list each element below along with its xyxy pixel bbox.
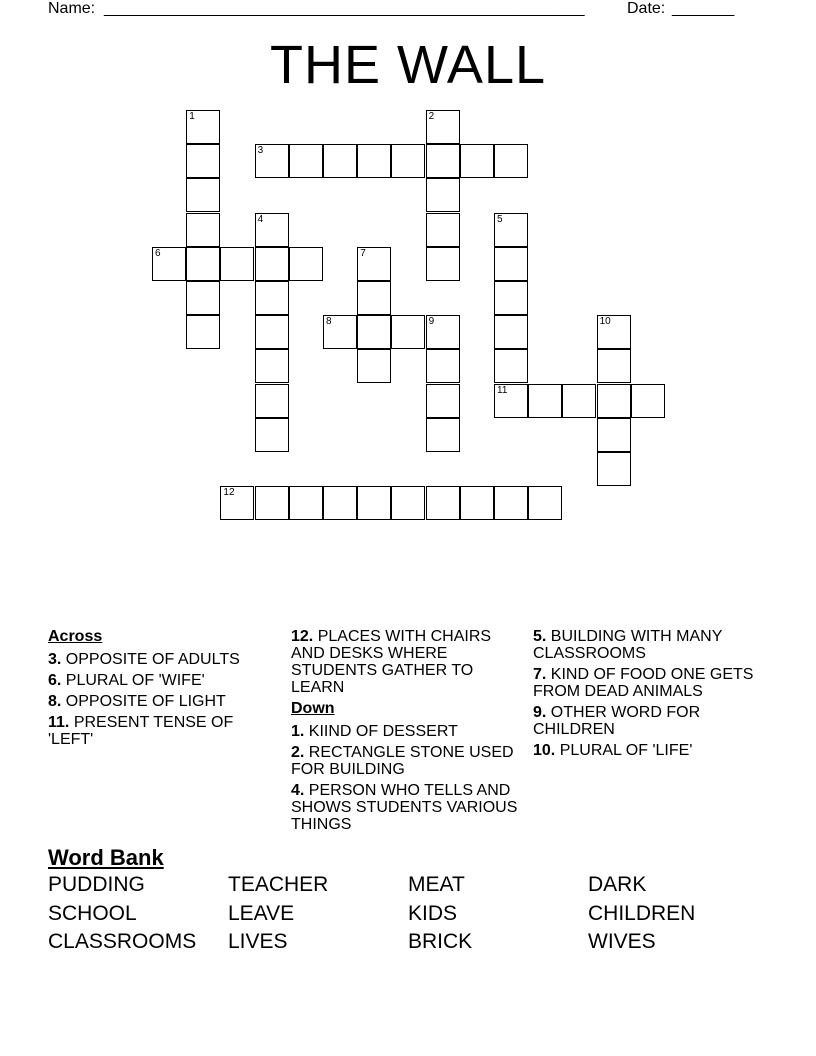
cell-number: 3 bbox=[257, 145, 264, 157]
word-bank-word: WIVES bbox=[588, 930, 656, 953]
cell-number: 8 bbox=[326, 316, 332, 328]
crossword-cell[interactable] bbox=[289, 144, 323, 178]
crossword-cell[interactable] bbox=[186, 110, 220, 144]
cell-number: 4 bbox=[257, 213, 264, 225]
cell-number: 10 bbox=[599, 316, 611, 328]
clue-down-9: 9. OTHER WORD FOR CHILDREN bbox=[533, 704, 701, 738]
crossword-cell[interactable] bbox=[631, 384, 665, 418]
crossword-cell[interactable] bbox=[426, 315, 460, 349]
word-bank-title: Word Bank bbox=[48, 845, 164, 870]
name-label: Name: bbox=[48, 0, 96, 17]
clue-down-1: 1. KIIND OF DESSERT bbox=[291, 723, 458, 740]
crossword-cell[interactable] bbox=[152, 247, 186, 281]
clue-across-3: 3. OPPOSITE OF ADULTS bbox=[48, 651, 240, 668]
crossword-cell[interactable] bbox=[562, 384, 596, 418]
crossword-cell[interactable] bbox=[289, 486, 323, 520]
word-bank-word: PUDDING bbox=[48, 873, 145, 896]
crossword-cell[interactable] bbox=[186, 247, 220, 281]
crossword-cell[interactable] bbox=[391, 315, 425, 349]
crossword-cell[interactable] bbox=[255, 418, 289, 452]
crossword-cell[interactable] bbox=[255, 247, 289, 281]
crossword-cell[interactable] bbox=[597, 452, 631, 486]
crossword-cell[interactable] bbox=[597, 384, 631, 418]
cell-number: 11 bbox=[497, 384, 508, 396]
crossword-cell[interactable] bbox=[289, 247, 323, 281]
crossword-cell[interactable] bbox=[186, 178, 220, 212]
crossword-cell[interactable] bbox=[357, 486, 391, 520]
clue-down-2: 2. RECTANGLE STONE USED FOR BUILDING bbox=[291, 744, 514, 778]
word-bank-word: CLASSROOMS bbox=[48, 930, 197, 953]
clue-down-10: 10. PLURAL OF 'LIFE' bbox=[533, 742, 693, 759]
crossword-cell[interactable] bbox=[323, 486, 357, 520]
crossword-cell[interactable] bbox=[426, 486, 460, 520]
crossword-cell[interactable] bbox=[186, 144, 220, 178]
crossword-cell[interactable] bbox=[426, 144, 460, 178]
crossword-cell[interactable] bbox=[220, 247, 254, 281]
word-bank-word: CHILDREN bbox=[588, 901, 696, 925]
word-bank-word: LIVES bbox=[228, 930, 288, 953]
crossword-cell[interactable] bbox=[426, 349, 460, 383]
crossword-cell[interactable] bbox=[255, 281, 289, 315]
word-bank-word: TEACHER bbox=[228, 873, 329, 896]
name-field[interactable]: ______________________________________________________ bbox=[104, 0, 585, 17]
cell-number: 5 bbox=[497, 213, 503, 225]
crossword-cell[interactable] bbox=[323, 315, 357, 349]
crossword-cell[interactable] bbox=[220, 486, 254, 520]
cell-number: 7 bbox=[360, 247, 366, 259]
crossword-cell[interactable] bbox=[597, 315, 631, 349]
crossword-cell[interactable] bbox=[426, 213, 460, 247]
clue-across-6: 6. PLURAL OF 'WIFE' bbox=[48, 672, 205, 689]
crossword-cell[interactable] bbox=[494, 315, 528, 349]
word-bank-word: BRICK bbox=[408, 930, 473, 953]
crossword-cell[interactable] bbox=[494, 247, 528, 281]
crossword-cell[interactable] bbox=[494, 384, 528, 418]
word-bank-word: KIDS bbox=[408, 901, 458, 925]
crossword-cell[interactable] bbox=[357, 247, 391, 281]
clues-column-1 bbox=[48, 628, 280, 752]
crossword-cell[interactable] bbox=[255, 144, 289, 178]
crossword-cell[interactable] bbox=[391, 486, 425, 520]
crossword-cell[interactable] bbox=[357, 281, 391, 315]
word-bank-word: LEAVE bbox=[228, 901, 295, 925]
crossword-cell[interactable] bbox=[186, 213, 220, 247]
clue-across-8: 8. OPPOSITE OF LIGHT bbox=[48, 693, 226, 710]
clue-down-5: 5. BUILDING WITH MANY CLASSROOMS bbox=[533, 628, 723, 662]
crossword-cell[interactable] bbox=[426, 418, 460, 452]
down-heading: Down bbox=[291, 700, 335, 717]
cell-number: 6 bbox=[155, 247, 161, 259]
crossword-cell[interactable] bbox=[494, 213, 528, 247]
word-bank bbox=[48, 845, 768, 953]
crossword-cell[interactable] bbox=[391, 144, 425, 178]
crossword-cell[interactable] bbox=[494, 349, 528, 383]
clue-down-4: 4. PERSON WHO TELLS AND SHOWS STUDENTS VARIOUS THINGS bbox=[291, 782, 518, 833]
cell-number: 2 bbox=[428, 111, 435, 122]
clues-column-2 bbox=[291, 628, 526, 837]
crossword-cell[interactable] bbox=[460, 486, 494, 520]
crossword-cell[interactable] bbox=[494, 144, 528, 178]
date-label: Date: bbox=[627, 0, 666, 17]
page-title: THE WALL bbox=[269, 35, 547, 95]
crossword-cell[interactable] bbox=[255, 213, 289, 247]
cell-number: 9 bbox=[428, 316, 435, 328]
word-bank-word: MEAT bbox=[408, 873, 465, 896]
crossword-cell[interactable] bbox=[323, 144, 357, 178]
crossword-cell[interactable] bbox=[528, 384, 562, 418]
clue-down-7: 7. KIND OF FOOD ONE GETS FROM DEAD ANIMALS bbox=[533, 666, 754, 700]
crossword-cell[interactable] bbox=[494, 281, 528, 315]
crossword-cell[interactable] bbox=[597, 418, 631, 452]
crossword-cell[interactable] bbox=[186, 315, 220, 349]
crossword-cell[interactable] bbox=[357, 349, 391, 383]
across-heading: Across bbox=[48, 628, 103, 645]
cell-number: 1 bbox=[189, 111, 195, 122]
crossword-cell[interactable] bbox=[426, 178, 460, 212]
crossword-cell[interactable] bbox=[597, 349, 631, 383]
cell-number: 12 bbox=[223, 487, 235, 499]
crossword-cell[interactable] bbox=[426, 384, 460, 418]
crossword-cell[interactable] bbox=[460, 144, 494, 178]
date-field[interactable]: _______ bbox=[672, 0, 735, 17]
word-bank-word: SCHOOL bbox=[48, 901, 137, 925]
crossword-cell[interactable] bbox=[186, 281, 220, 315]
word-bank-word: DARK bbox=[588, 873, 647, 896]
clues-column-3 bbox=[533, 628, 768, 763]
crossword-cell[interactable] bbox=[426, 247, 460, 281]
crossword-cell[interactable] bbox=[255, 486, 289, 520]
crossword-cell[interactable] bbox=[255, 349, 289, 383]
crossword-cell[interactable] bbox=[426, 110, 460, 144]
crossword-cell[interactable] bbox=[494, 486, 528, 520]
crossword-cell[interactable] bbox=[357, 144, 391, 178]
clue-across-11: 11. PRESENT TENSE OF 'LEFT' bbox=[48, 714, 234, 748]
crossword-cell[interactable] bbox=[357, 315, 391, 349]
crossword-cell[interactable] bbox=[255, 315, 289, 349]
crossword-cell[interactable] bbox=[528, 486, 562, 520]
clue-across-12: 12. PLACES WITH CHAIRS AND DESKS WHERE STUDENTS GATHER TO LEARN bbox=[291, 628, 492, 696]
crossword-cell[interactable] bbox=[255, 384, 289, 418]
